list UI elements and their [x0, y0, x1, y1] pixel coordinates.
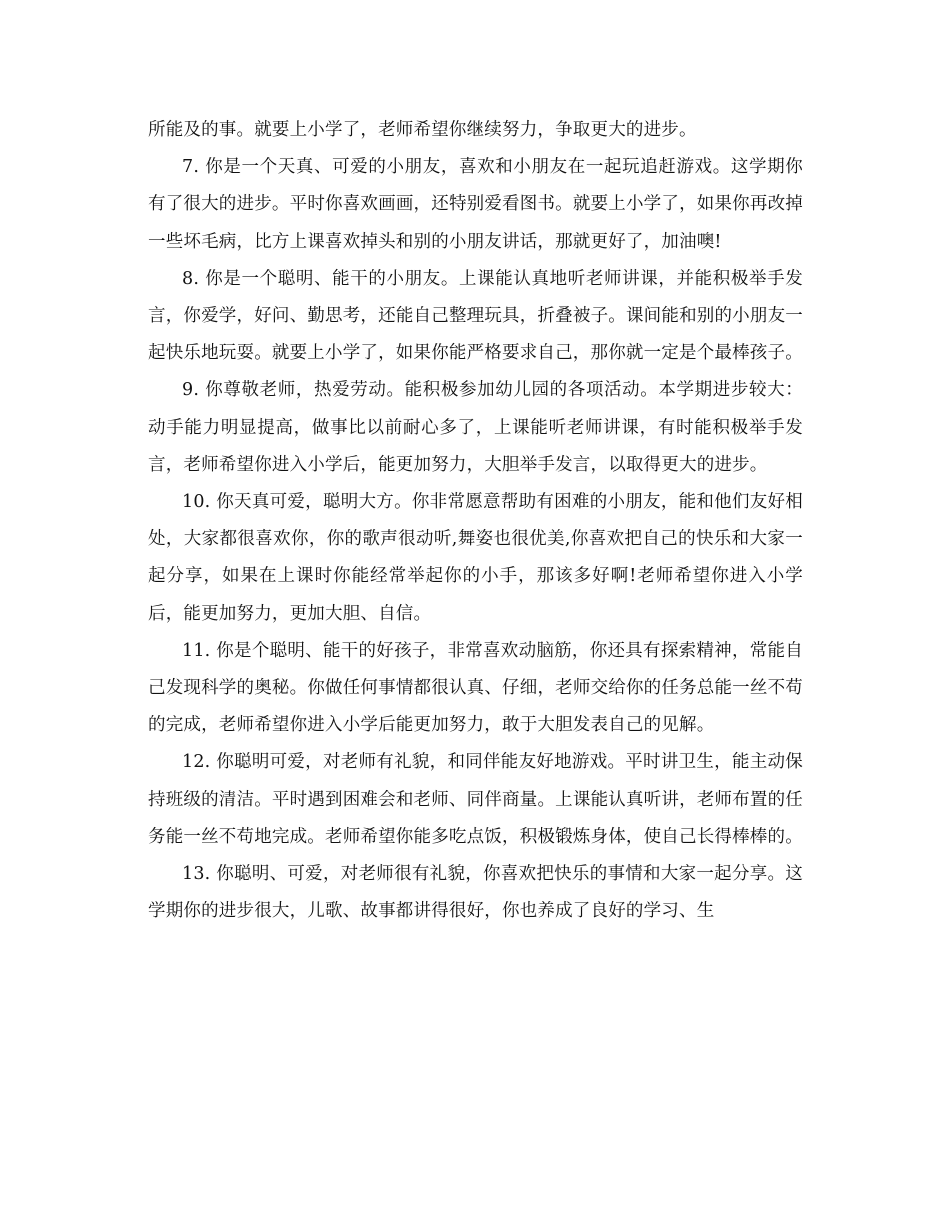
paragraph-comment-13: 13. 你聪明、可爱，对老师很有礼貌，你喜欢把快乐的事情和大家一起分享。这学期你的进步很大，儿歌、故事都讲得很好，你也养成了良好的学习、生	[148, 864, 803, 922]
paragraph-comment-8: 8. 你是一个聪明、能干的小朋友。上课能认真地听老师讲课，并能积极举手发言，你爱学，好问、勤思考，还能自己整理玩具，折叠被子。课间能和别的小朋友一起快乐地玩耍。就要上小学了，如果你能严格要求自己，那你就一定是个最棒孩子。	[148, 268, 803, 364]
paragraph-comment-9: 9. 你尊敬老师，热爱劳动。能积极参加幼儿园的各项活动。本学期进步较大：动手能力明显提高，做事比以前耐心多了，上课能听老师讲课，有时能积极举手发言，老师希望你进入小学后，能更加努力，大胆举手发言，以取得更大的进步。	[148, 380, 803, 475]
document-page	[148, 112, 803, 930]
paragraph-comment-11: 11. 你是个聪明、能干的好孩子，非常喜欢动脑筋，你还具有探索精神，常能自己发现科学的奥秘。你做任何事情都很认真、仔细，老师交给你的任务总能一丝不苟的完成，老师希望你进入小学后能更加努力，敢于大胆发表自己的见解。	[148, 640, 803, 736]
paragraph-comment-7: 7. 你是一个天真、可爱的小朋友，喜欢和小朋友在一起玩追赶游戏。这学期你有了很大的进步。平时你喜欢画画，还特别爱看图书。就要上小学了，如果你再改掉一些坏毛病，比方上课喜欢掉头和别的小朋友讲话，那就更好了，加油噢!	[148, 157, 803, 252]
paragraph-comment-10: 10. 你天真可爱，聪明大方。你非常愿意帮助有困难的小朋友，能和他们友好相处，大家都很喜欢你，你的歌声很动听,舞姿也很优美,你喜欢把自己的快乐和大家一起分享，如果在上课时你能经常举起你的小手，那该多好啊!老师希望你进入小学后，能更加努力，更加大胆、自信。	[148, 492, 803, 624]
paragraph-comment-12: 12. 你聪明可爱，对老师有礼貌，和同伴能友好地游戏。平时讲卫生，能主动保持班级的清洁。平时遇到困难会和老师、同伴商量。上课能认真听讲，老师布置的任务能一丝不苟地完成。老师希望你能多吃点饭，积极锻炼身体，使自己长得棒棒的。	[148, 752, 803, 847]
paragraph-continuation: 所能及的事。就要上小学了，老师希望你继续努力，争取更大的进步。	[148, 120, 697, 140]
